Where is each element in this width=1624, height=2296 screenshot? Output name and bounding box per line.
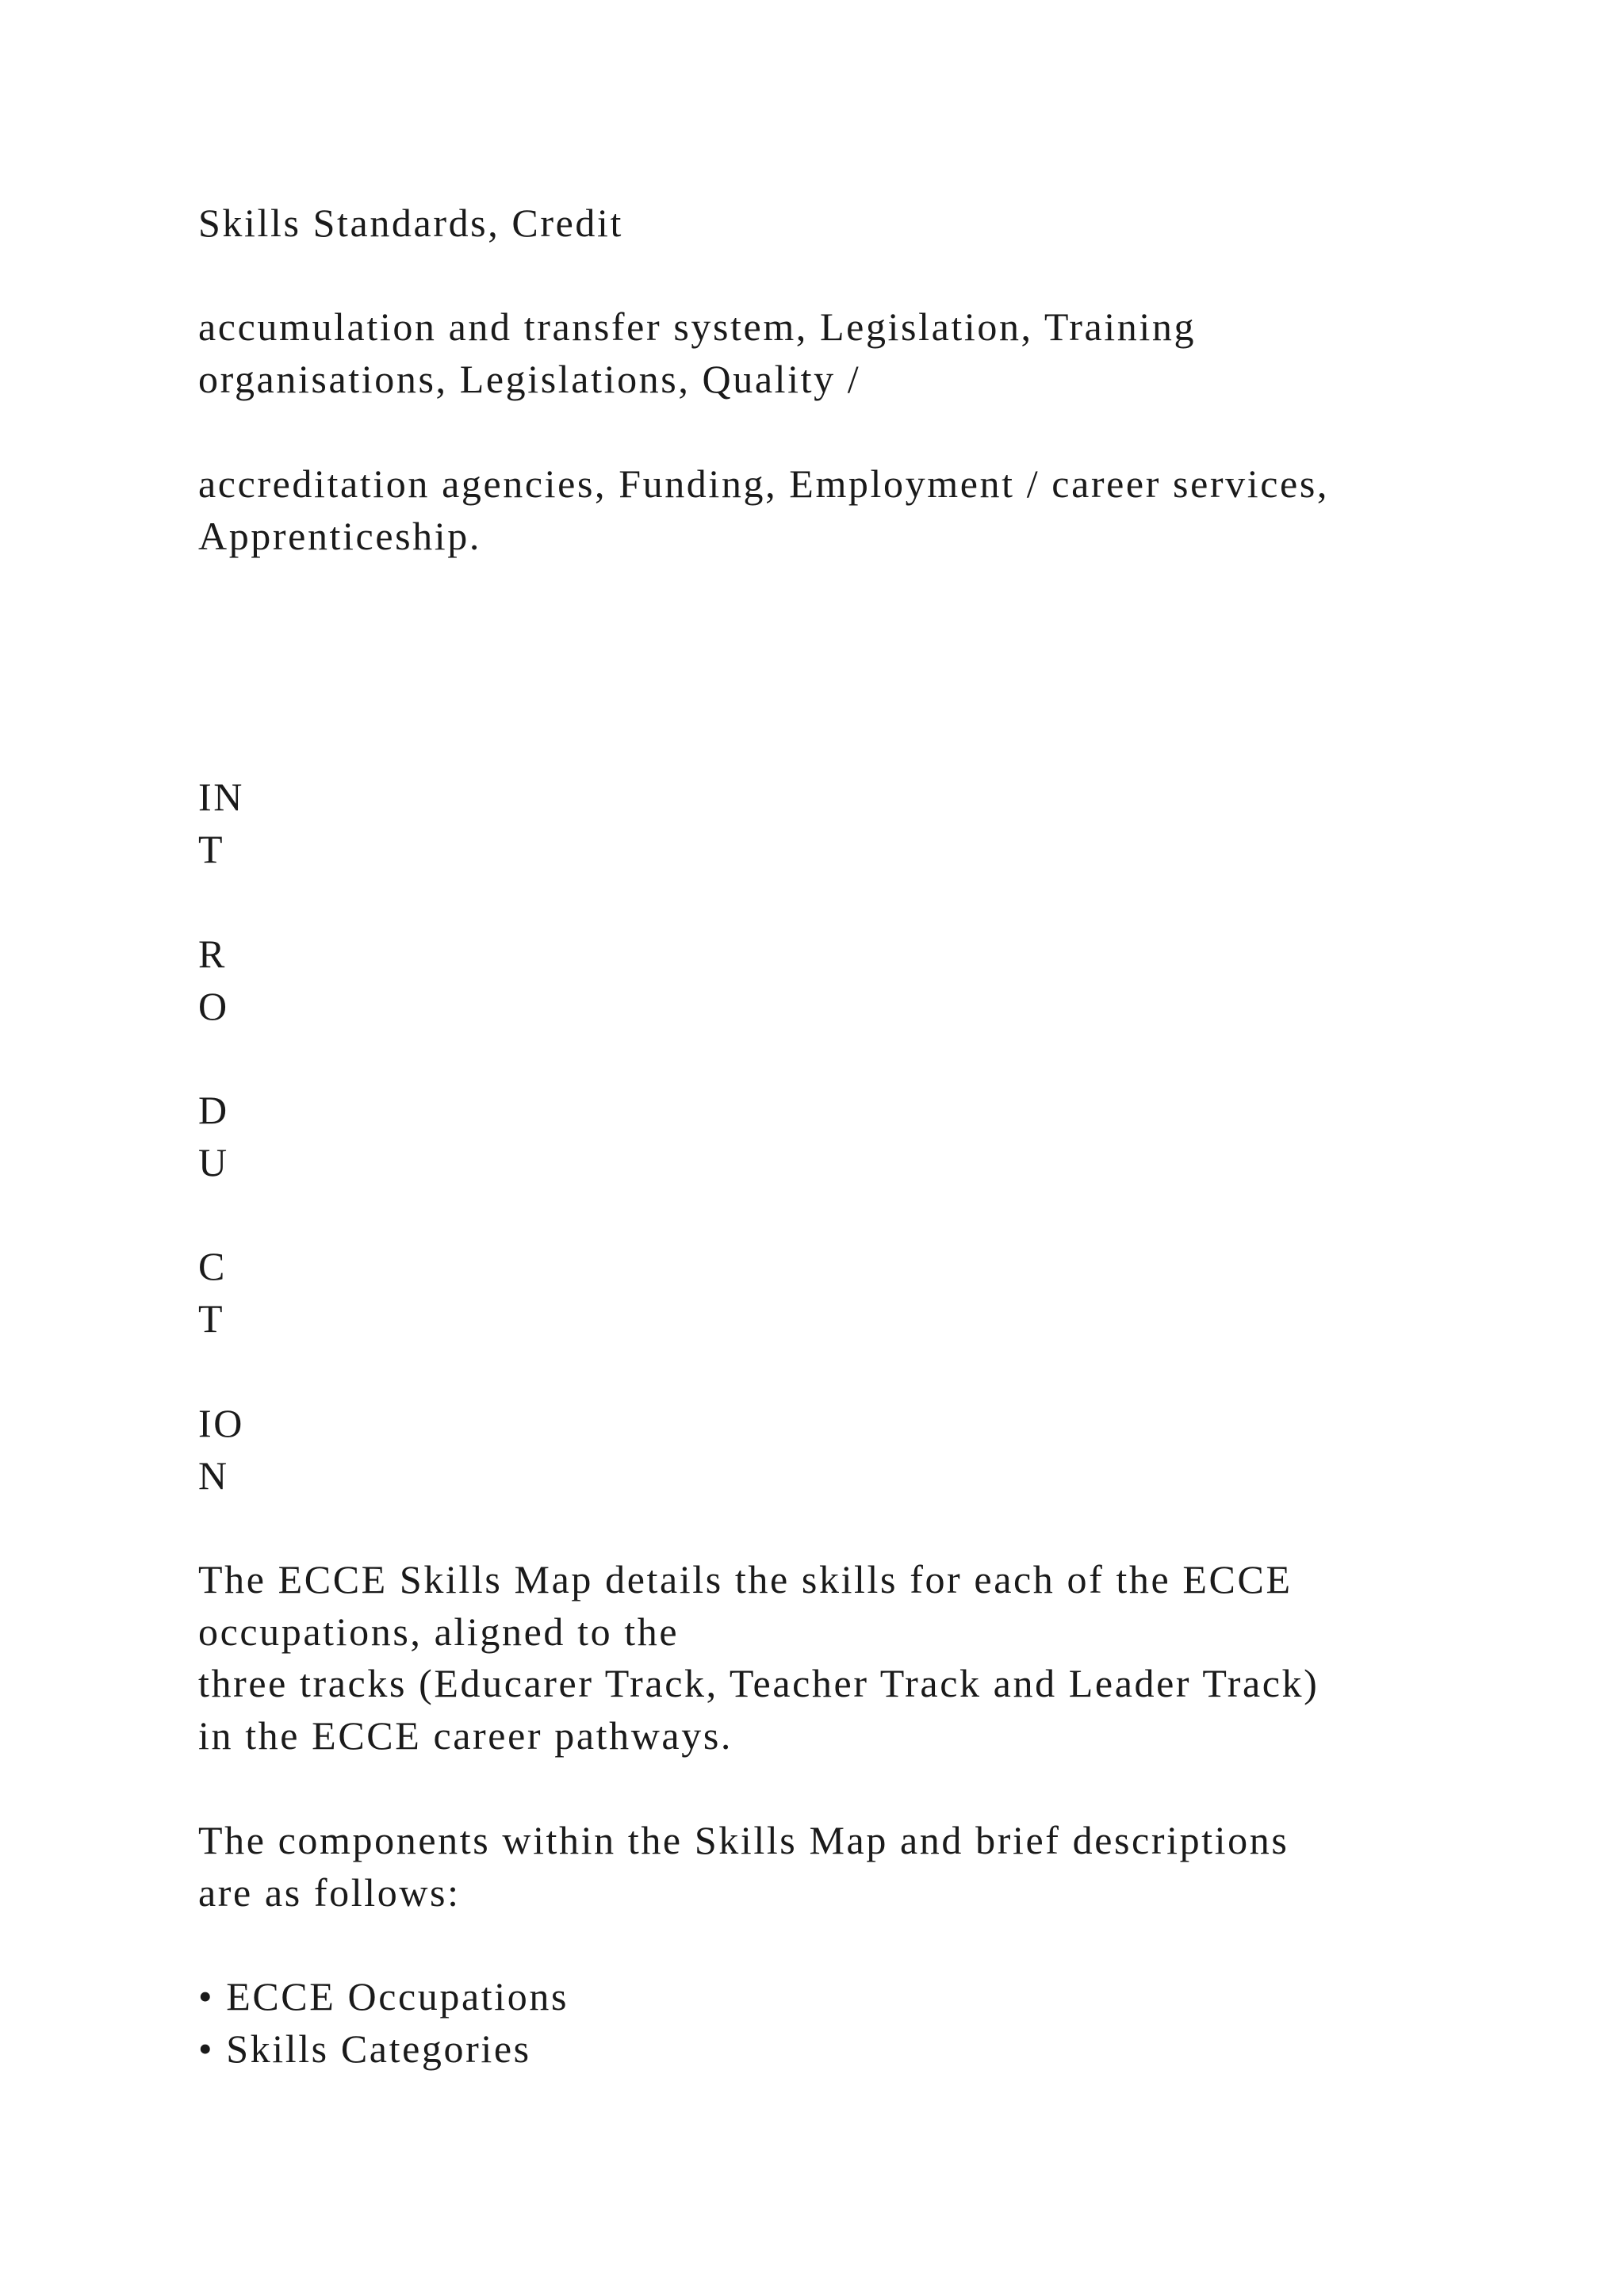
bullet-item: • ECCE Occupations	[198, 1974, 569, 2019]
vertical-heading-letter: D	[198, 1088, 229, 1132]
body-line: are as follows:	[198, 1870, 461, 1915]
vertical-heading-letter: U	[198, 1140, 229, 1184]
vertical-heading-letter: IO	[198, 1401, 244, 1445]
vertical-heading-letter: N	[198, 1453, 229, 1498]
vertical-heading-letter: O	[198, 984, 229, 1028]
body-line: in the ECCE career pathways.	[198, 1713, 733, 1758]
vertical-heading-letter: T	[198, 827, 225, 871]
header-line: Apprenticeship.	[198, 514, 481, 558]
header-line: organisations, Legislations, Quality /	[198, 357, 861, 401]
body-line: occupations, aligned to the	[198, 1609, 680, 1654]
body-line: The ECCE Skills Map details the skills for each of the ECCE	[198, 1557, 1293, 1601]
body-line: The components within the Skills Map and brief descriptions	[198, 1818, 1289, 1862]
vertical-heading-letter: C	[198, 1244, 227, 1288]
body-line: three tracks (Educarer Track, Teacher Track and Leader Track)	[198, 1661, 1320, 1705]
vertical-heading-letter: R	[198, 932, 227, 976]
header-line: accumulation and transfer system, Legislation, Training	[198, 304, 1197, 349]
header-line: Skills Standards, Credit	[198, 201, 624, 245]
vertical-heading-letter: T	[198, 1296, 225, 1341]
vertical-heading-letter: IN	[198, 775, 244, 819]
header-line: accreditation agencies, Funding, Employment / career services,	[198, 461, 1329, 506]
bullet-item: • Skills Categories	[198, 2026, 531, 2071]
